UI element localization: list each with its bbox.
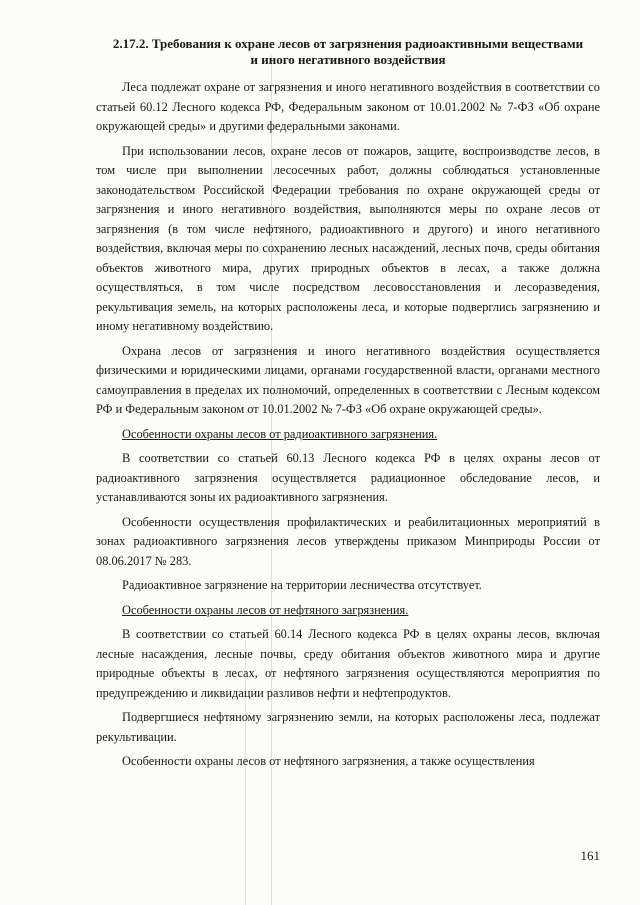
paragraph: Особенности охраны лесов от нефтяного загрязнения, а также осуществления bbox=[122, 754, 535, 768]
paragraph: Радиоактивное загрязнение на территории лесничества отсутствует. bbox=[122, 578, 482, 592]
subsection-heading: Особенности охраны лесов от нефтяного загрязнения. bbox=[122, 602, 409, 617]
paragraph: При использовании лесов, охране лесов от пожаров, защите, воспроизводстве лесов, в том числе при выполнении лесосечных работ, должны соблюдаться установленные законодательством Российской Федерации требования по охране окружающей среды от загрязнения и иного негативного воздействия, выполняются меры по охране лесов от загрязнения (в том числе нефтяного, радиоактивного и другого) и иного негативного воздействия, включая меры по сохранению лесных насаждений, лесных почв, среды обитания объектов животного мира, других природных объектов в лесах, а также должна осуществляться, в том числе посредством лесовосстановления и лесоразведения, рекультивация земель, на которых расположены леса, и которые подверглись загрязнению и иному негативному воздействию. bbox=[96, 143, 600, 333]
section-title-line-1: 2.17.2. Требования к охране лесов от загрязнения радиоактивными веществами bbox=[112, 36, 584, 51]
paragraph: В соответствии со статьей 60.14 Лесного кодекса РФ в целях охраны лесов, включая лесные насаждения, лесные почвы, среду обитания объектов животного мира и другие природные объекты в лесах, от нефтяного загрязнения осуществляются мероприятия по предупреждению и ликвидации разливов нефти и нефтепродуктов. bbox=[96, 627, 600, 700]
paragraph: Подвергшиеся нефтяному загрязнению земли, на которых расположены леса, подлежат рекультивации. bbox=[96, 710, 600, 744]
page-number: 161 bbox=[580, 848, 600, 863]
subsection-heading: Особенности охраны лесов от радиоактивного загрязнения. bbox=[122, 426, 438, 441]
scan-artifact-line bbox=[245, 640, 246, 905]
paragraph: Охрана лесов от загрязнения и иного негативного воздействия осуществляется физическими и юридическими лицами, органами государственной власти, органами местного самоуправления в пределах их полномочий, определенных в соответствии с Лесным кодексом РФ и Федеральным законом от 10.01.2002 № 7-ФЗ «Об охране окружающей среды». bbox=[96, 343, 600, 416]
section-title bbox=[96, 36, 600, 68]
paragraph: В соответствии со статьей 60.13 Лесного кодекса РФ в целях охраны лесов от радиоактивного загрязнения осуществляется радиационное обследование лесов, и устанавливаются зоны их радиоактивного загрязнения. bbox=[96, 451, 600, 504]
paragraph: Леса подлежат охране от загрязнения и иного негативного воздействия в соответствии со статьей 60.12 Лесного кодекса РФ, Федеральным законом от 10.01.2002 № 7-ФЗ «Об охране окружающей среды» и другими федеральными законами. bbox=[96, 80, 600, 133]
document-body bbox=[96, 78, 600, 772]
scan-artifact-line bbox=[271, 55, 272, 905]
paragraph: Особенности осуществления профилактических и реабилитационных мероприятий в зонах радиоактивного загрязнения лесов утверждены приказом Минприроды России от 08.06.2017 № 283. bbox=[96, 514, 600, 568]
section-title-line-2: и иного негативного воздействия bbox=[250, 52, 446, 67]
